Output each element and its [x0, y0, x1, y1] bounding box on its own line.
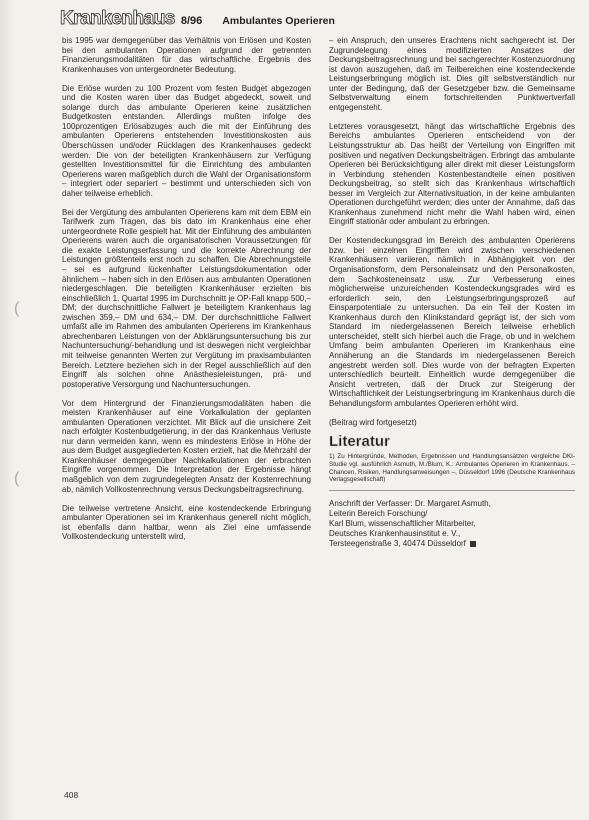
page-number: 408	[64, 790, 79, 800]
paragraph: Bei der Vergütung des ambulanten Operierens kam mit dem EBM ein Tarifwerk zum Tragen, das bis dato im Krankenhaus eine eher untergeordnete Rolle gespielt hat. Mit der Einführung des ambulanten Operierens waren auch die organisatorischen Voraussetzungen für die exakte Leistungserfassung und die korrekte Abrechnung der Leistungen größtenteils erst noch zu schaffen. Die Abrechnungsteile – sei es aufgrund lückenhafter Leistungsdokumentation oder ähnlichem – haben sich in den Erlösen aus ambulanten Operationen niedergeschlagen. Die beteiligten Krankenhäuser erzielten bis einschließlich 1. Quartal 1995 im Durchschnitt je OP-Fall knapp 500,– DM; der durchschnittliche Fallwert je beteiligtem Krankenhaus lag zwischen 359,– DM und 634,– DM. Der durchschnittliche Fallwert umfaßt alle im Rahmen des ambulanten Operierens im Krankenhaus abrechenbaren Leistungen von der Abklärungsuntersuchung bis zur Nachuntersuchung/-behandlung und ist deswegen nicht vergleichbar mit teilweise genannten Werten zur Vergütung im praxisambulanten Bereich. Letztere beziehen sich in der Regel ausschließlich auf den Eingriff als solchen ohne Anästhesieleistungen, prä- und postoperative Versorgung und Nachuntersuchungen.	[62, 207, 311, 389]
left-column	[62, 36, 311, 551]
end-of-article-icon	[470, 541, 476, 547]
paragraph: Der Kostendeckungsgrad im Bereich des ambulanten Operierens bzw. bei einzelnen Eingriffen wird zwischen verschiedenen Krankenhäusern variieren, nämlich in Abhängigkeit von der Organisationsform, dem Personaleinsatz und den Personalkosten, dem Sachkosteneinsatz usw. Zur Verbesserung eines möglicherweise unzureichenden Kostendeckungsgrades wird es erforderlich sein, den Leistungserbringungsprozeß auf Einsparpotentiale zu untersuchen. Da ein Teil der Kosten im Krankenhaus durch den Klinikstandard geprägt ist, der sich vom Standard im niedergelassenen Bereich teilweise erheblich unterscheidet, stellt sich hierbei auch die Frage, ob und in welchem Umfang beim ambulanten Operieren im Krankenhaus eine Annäherung an die Standards im niedergelassenen Bereich angestrebt werden soll. Dies wurde von der befragten Experten unterschiedlich beurteilt. Einheitlich wurde demgegenüber die Ansicht vertreten, daß der Druck zur Steigerung der Wirtschaftlichkeit der Leistungserbringung im Krankenhaus durch die Behandlungsform ambulantes Operieren erhöht wird.	[329, 236, 575, 408]
address-line: Karl Blum, wissenschaftlicher Mitarbeiter,	[329, 518, 476, 528]
paragraph: Letzteres vorausgesetzt, hängt das wirtschaftliche Ergebnis des Bereichs ambulantes Operieren entscheidend von der Leistungsstruktur ab. Das heißt der Verteilung von Eingriffen mit positiven und negativen Deckungsbeiträgen. Erbringt das ambulante Operieren bei Berücksichtigung aller direkt mit dieser Leistungsform in Verbindung stehenden Kostenbestandteile einen positiven Deckungsbeitrag, so stellt sich das Krankenhaus wirtschaftlich besser im Vergleich zur Alternativsituation, in der keine ambulanten Operationen durchgeführt werden; dies unter der Annahme, daß das Krankenhaus zunehmend nicht mehr die Wahl haben wird, einen Eingriff stationär oder ambulant zu erbringen.	[329, 121, 575, 227]
literature-list	[329, 453, 575, 490]
continuation-note: (Beitrag wird fortgesetzt)	[329, 417, 417, 427]
masthead	[60, 8, 577, 32]
address-line-text: Tersteegenstraße 3, 40474 Düsseldorf	[329, 538, 466, 548]
margin-mark: (	[14, 470, 20, 487]
paragraph: Die teilweise vertretene Ansicht, eine kostendeckende Erbringung ambulanter Operationen sei im Krankenhaus generell nicht möglich, ist ebenfalls dann haltbar, wenn als Ziel eine umfassende Vollkostendeckung unterstellt wird,	[62, 503, 311, 542]
address-line	[329, 539, 575, 549]
paragraph: bis 1995 war demgegenüber das Verhältnis von Erlösen und Kosten bei den ambulanten Operationen aufgrund der getrennten Finanzierungsmodalitäten für das wirtschaftliche Ergebnis des Krankenhauses von untergeordneter Bedeutung.	[62, 36, 311, 74]
paragraph: Vor dem Hintergrund der Finanzierungsmodalitäten haben die meisten Krankenhäuser auf eine Vorkalkulation der geplanten ambulanten Operationen verzichtet. Mit Blick auf die unsichere Zeit nach erfolgter Kostenbudgetierung, in der das Krankenhaus Verluste nur dann vermeiden kann, wenn es mindestens Erlöse in Höhe der aus dem Budget ausgegliederten Kosten erzielt, hat die Mehrzahl der Krankenhäuser demgegenüber Nachkalkulationen der erbrachten Eingriffe vorgenommen. Die Interpretation der Ergebnisse hängt maßgeblich von dem zugrundegelegten Ansatz der Kostenrechnung ab, nämlich Vollkostenrechnung versus Deckungsbeitragsrechnung.	[62, 398, 311, 494]
address-line: Anschrift der Verfasser: Dr. Margaret Asmuth,	[329, 498, 491, 508]
paragraph: Die Erlöse wurden zu 100 Prozent vom festen Budget abgezogen und die Kosten waren über das Budget abgedeckt, soweit und solange durch das ambulante Operieren keine zusätzlichen Budgetkosten entstanden. Allerdings mußten infolge des 100prozentigen Erlösabzuges auch die mit der Einführung des ambulanten Operierens entstehenden Investitionskosten aus Überschüssen und/oder Rücklagen des Krankenhauses gedeckt werden. Die von der beteiligten Krankenhäusern zur Verfügung gestellten Investitionsmittel für die Einrichtung des ambulanten Operierens waren maßgeblich durch die Wahl der Organisationsform – integriert oder separiert – bestimmt und unterschieden sich von daher teilweise erheblich.	[62, 83, 311, 198]
journal-logo: Krankenhaus	[60, 8, 175, 29]
margin-mark: (	[14, 300, 20, 317]
page-edge-shadow	[0, 0, 14, 820]
author-address	[329, 499, 575, 549]
issue-number: 8/96	[180, 15, 203, 27]
paragraph: – ein Anspruch, den unseres Erachtens nicht sachgerecht ist. Der Zugrundelegung eines modifizierten Ansatzes der Deckungsbeitragsrechnung und bei sachgerechter Kostenzuordnung ist davon auszugehen, daß im Teilbereichen eine kostendeckende Leistungserbringung möglich ist. Dies gilt selbstverständlich nur unter der Bedingung, daß der Gesetzgeber bzw. die Gemeinsame Selbstverwaltung einem fortschreitenden Punktwertverfall entgegensteht.	[329, 36, 575, 112]
address-line: Leiterin Bereich Forschung/	[329, 508, 428, 518]
address-line: Deutsches Krankenhausinstitut e. V.,	[329, 528, 461, 538]
literature-entry: 1) Zu Hintergründe, Methoden, Ergebnissen und Handlungsansätzen vergleiche DKI-Studie vgl. ausführlich Asmuth, M./Blum, K.: Ambulantes Operieren im Krankenhaus. – Chancen, Risiken, Handlungsanweisungen –, Düsseldorf 1996 (Deutsche Krankenhaus Verlagsgesellschaft)	[329, 453, 575, 484]
section-title: Ambulantes Operieren	[222, 15, 335, 27]
literature-heading: Literatur	[329, 432, 390, 450]
right-column	[329, 36, 575, 549]
